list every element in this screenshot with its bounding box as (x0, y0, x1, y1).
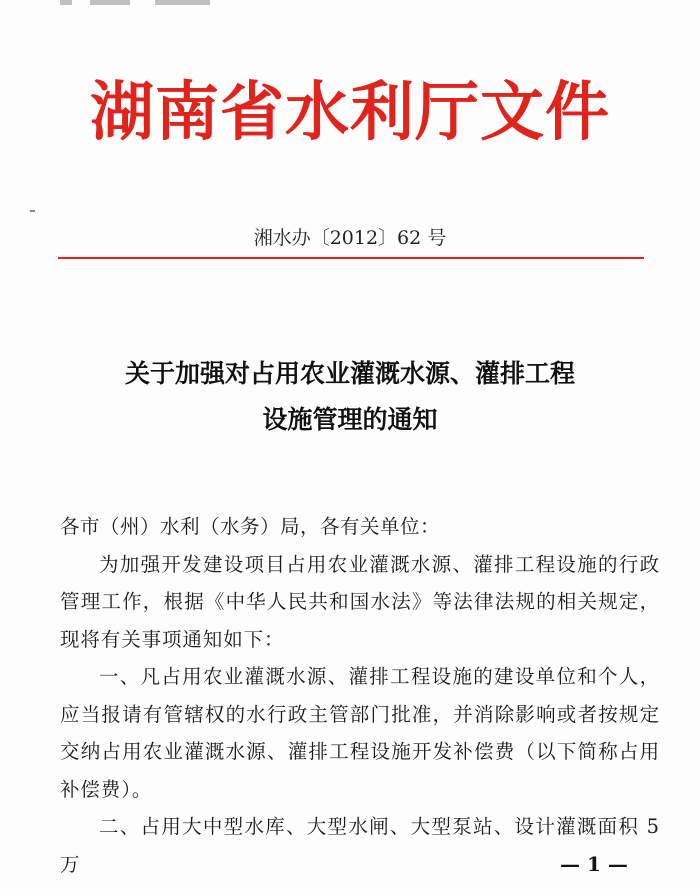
salutation: 各市（州）水利（水务）局，各有关单位： (60, 515, 441, 538)
paragraph-item-1: 一、凡占用农业灌溉水源、灌排工程设施的建设单位和个人，应当报请有管辖权的水行政主管部门批准，并消除影响或者按规定交纳占用农业灌溉水源、灌排工程设施开发补偿费（以下简称占用补偿费）。 (60, 665, 660, 801)
scan-speck (30, 210, 35, 212)
notice-body (60, 508, 660, 883)
paragraph-intro: 为加强开发建设项目占用农业灌溉水源、灌排工程设施的行政管理工作，根据《中华人民共和国水法》等法律法规的相关规定，现将有关事项通知如下： (60, 552, 660, 651)
document-header-title: 湖南省水利厅文件 (90, 76, 610, 150)
notice-title-line-1: 关于加强对占用农业灌溉水源、灌排工程 (124, 359, 575, 388)
document-number: 湘水办〔2012〕62 号 (253, 227, 447, 249)
paragraph-item-2: 二、占用大中型水库、大型水闸、大型泵站、设计灌溉面积 5 万 (60, 815, 660, 876)
red-divider-line (58, 257, 644, 259)
notice-title-line-2: 设施管理的通知 (262, 405, 438, 434)
notice-title (0, 351, 700, 443)
page-number: — 1 — (560, 852, 628, 876)
scan-artifact (60, 0, 230, 5)
